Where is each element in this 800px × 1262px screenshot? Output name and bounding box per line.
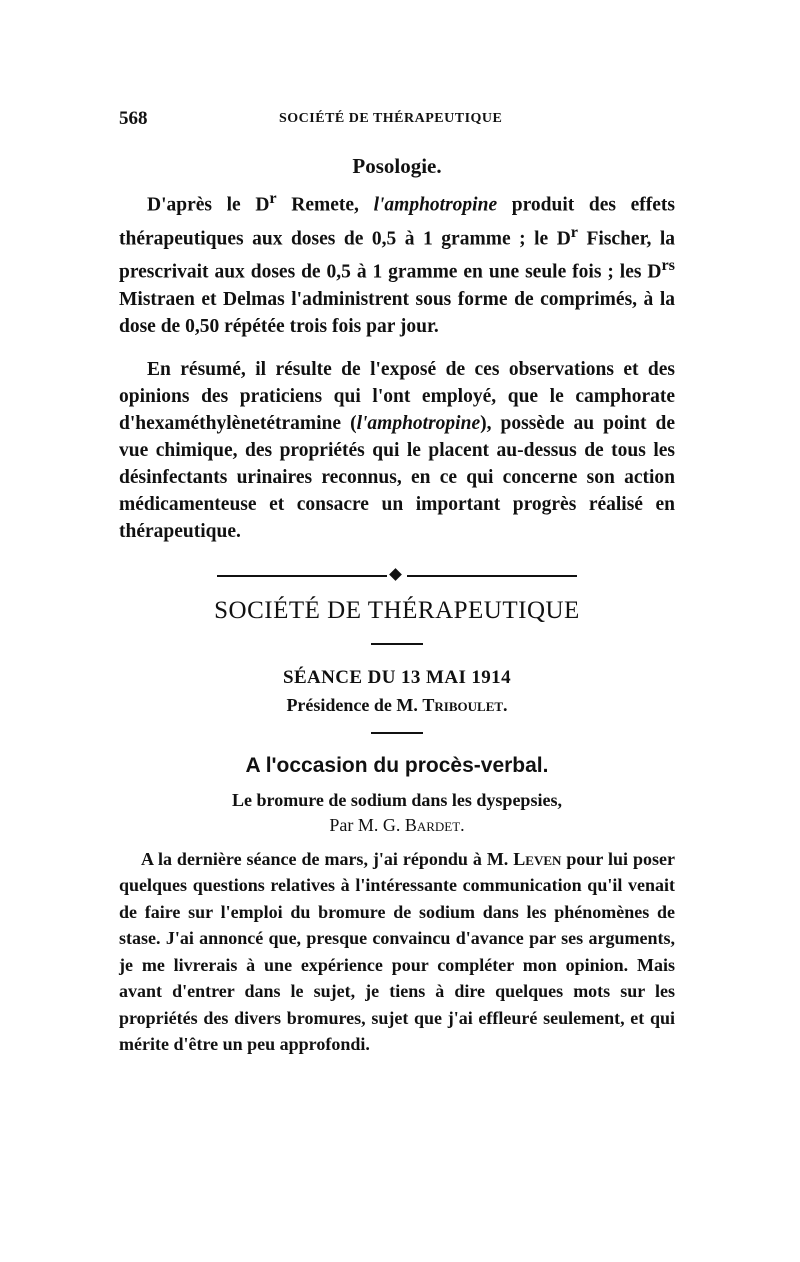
divider	[371, 643, 423, 645]
subsection-heading: A l'occasion du procès-verbal.	[245, 753, 549, 777]
paragraph-posologie: D'après le $D^r$ Remete, l'amphotropine produit des effets thérapeutiques aux doses de 0,5 à 1 gramme ; le $D^r$ Fischer, la prescrivait aux doses de 0,5 à 1 gramme en une seule fois ; les $D^{rs}$ Mistraen et Delmas l'administrent sous forme de comprimés, à la dose de 0,50 répétée trois fois par jour.	[119, 189, 675, 337]
divider	[371, 732, 423, 734]
article-title: Le bromure de sodium dans les dyspepsies,	[232, 789, 562, 810]
society-title: SOCIÉTÉ DE THÉRAPEUTIQUE	[214, 596, 580, 624]
article-body: A la dernière séance de mars, j'ai répondu à M. Leven pour lui poser quelques questions relatives à l'intéressante communication qu'il venait de faire sur l'emploi du bromure de sodium dans les phénomènes de stase. J'ai annoncé que, presque convaincu d'avance par ses arguments, je me livrerais à une expérience pour compléter mon opinion. Mais avant d'entrer dans le sujet, je tiens à dire quelques mots sur les propriétés des divers bromures, sujet que j'ai effleuré seulement, et qui mérite d'être un peu approfondi.	[119, 848, 675, 1054]
ornamental-rule	[217, 569, 577, 583]
article-author: Par M. G. Bardet.	[329, 814, 465, 835]
diamond-ornament-icon	[389, 568, 402, 581]
document-page	[119, 108, 675, 1058]
paragraph-resume: En résumé, il résulte de l'exposé de ces observations et des opinions des praticiens qui l'ont employé, que le camphorate d'hexaméthylènetétramine (l'amphotropine), possède au point de vue chimique, des propriétés qui le placent au-dessus de tous les désinfectants urinaires reconnus, en ce qui concerne son action médicamenteuse et consacre un important progrès réalisé en thérapeutique.	[119, 358, 676, 542]
page-number: 568	[119, 108, 148, 129]
running-header	[119, 108, 675, 136]
section-heading-posologie: Posologie.	[352, 154, 442, 178]
presidence-line: Présidence de M. Triboulet.	[286, 694, 508, 715]
running-title: SOCIÉTÉ DE THÉRAPEUTIQUE	[279, 111, 503, 126]
seance-date: SÉANCE DU 13 MAI 1914	[283, 666, 511, 688]
